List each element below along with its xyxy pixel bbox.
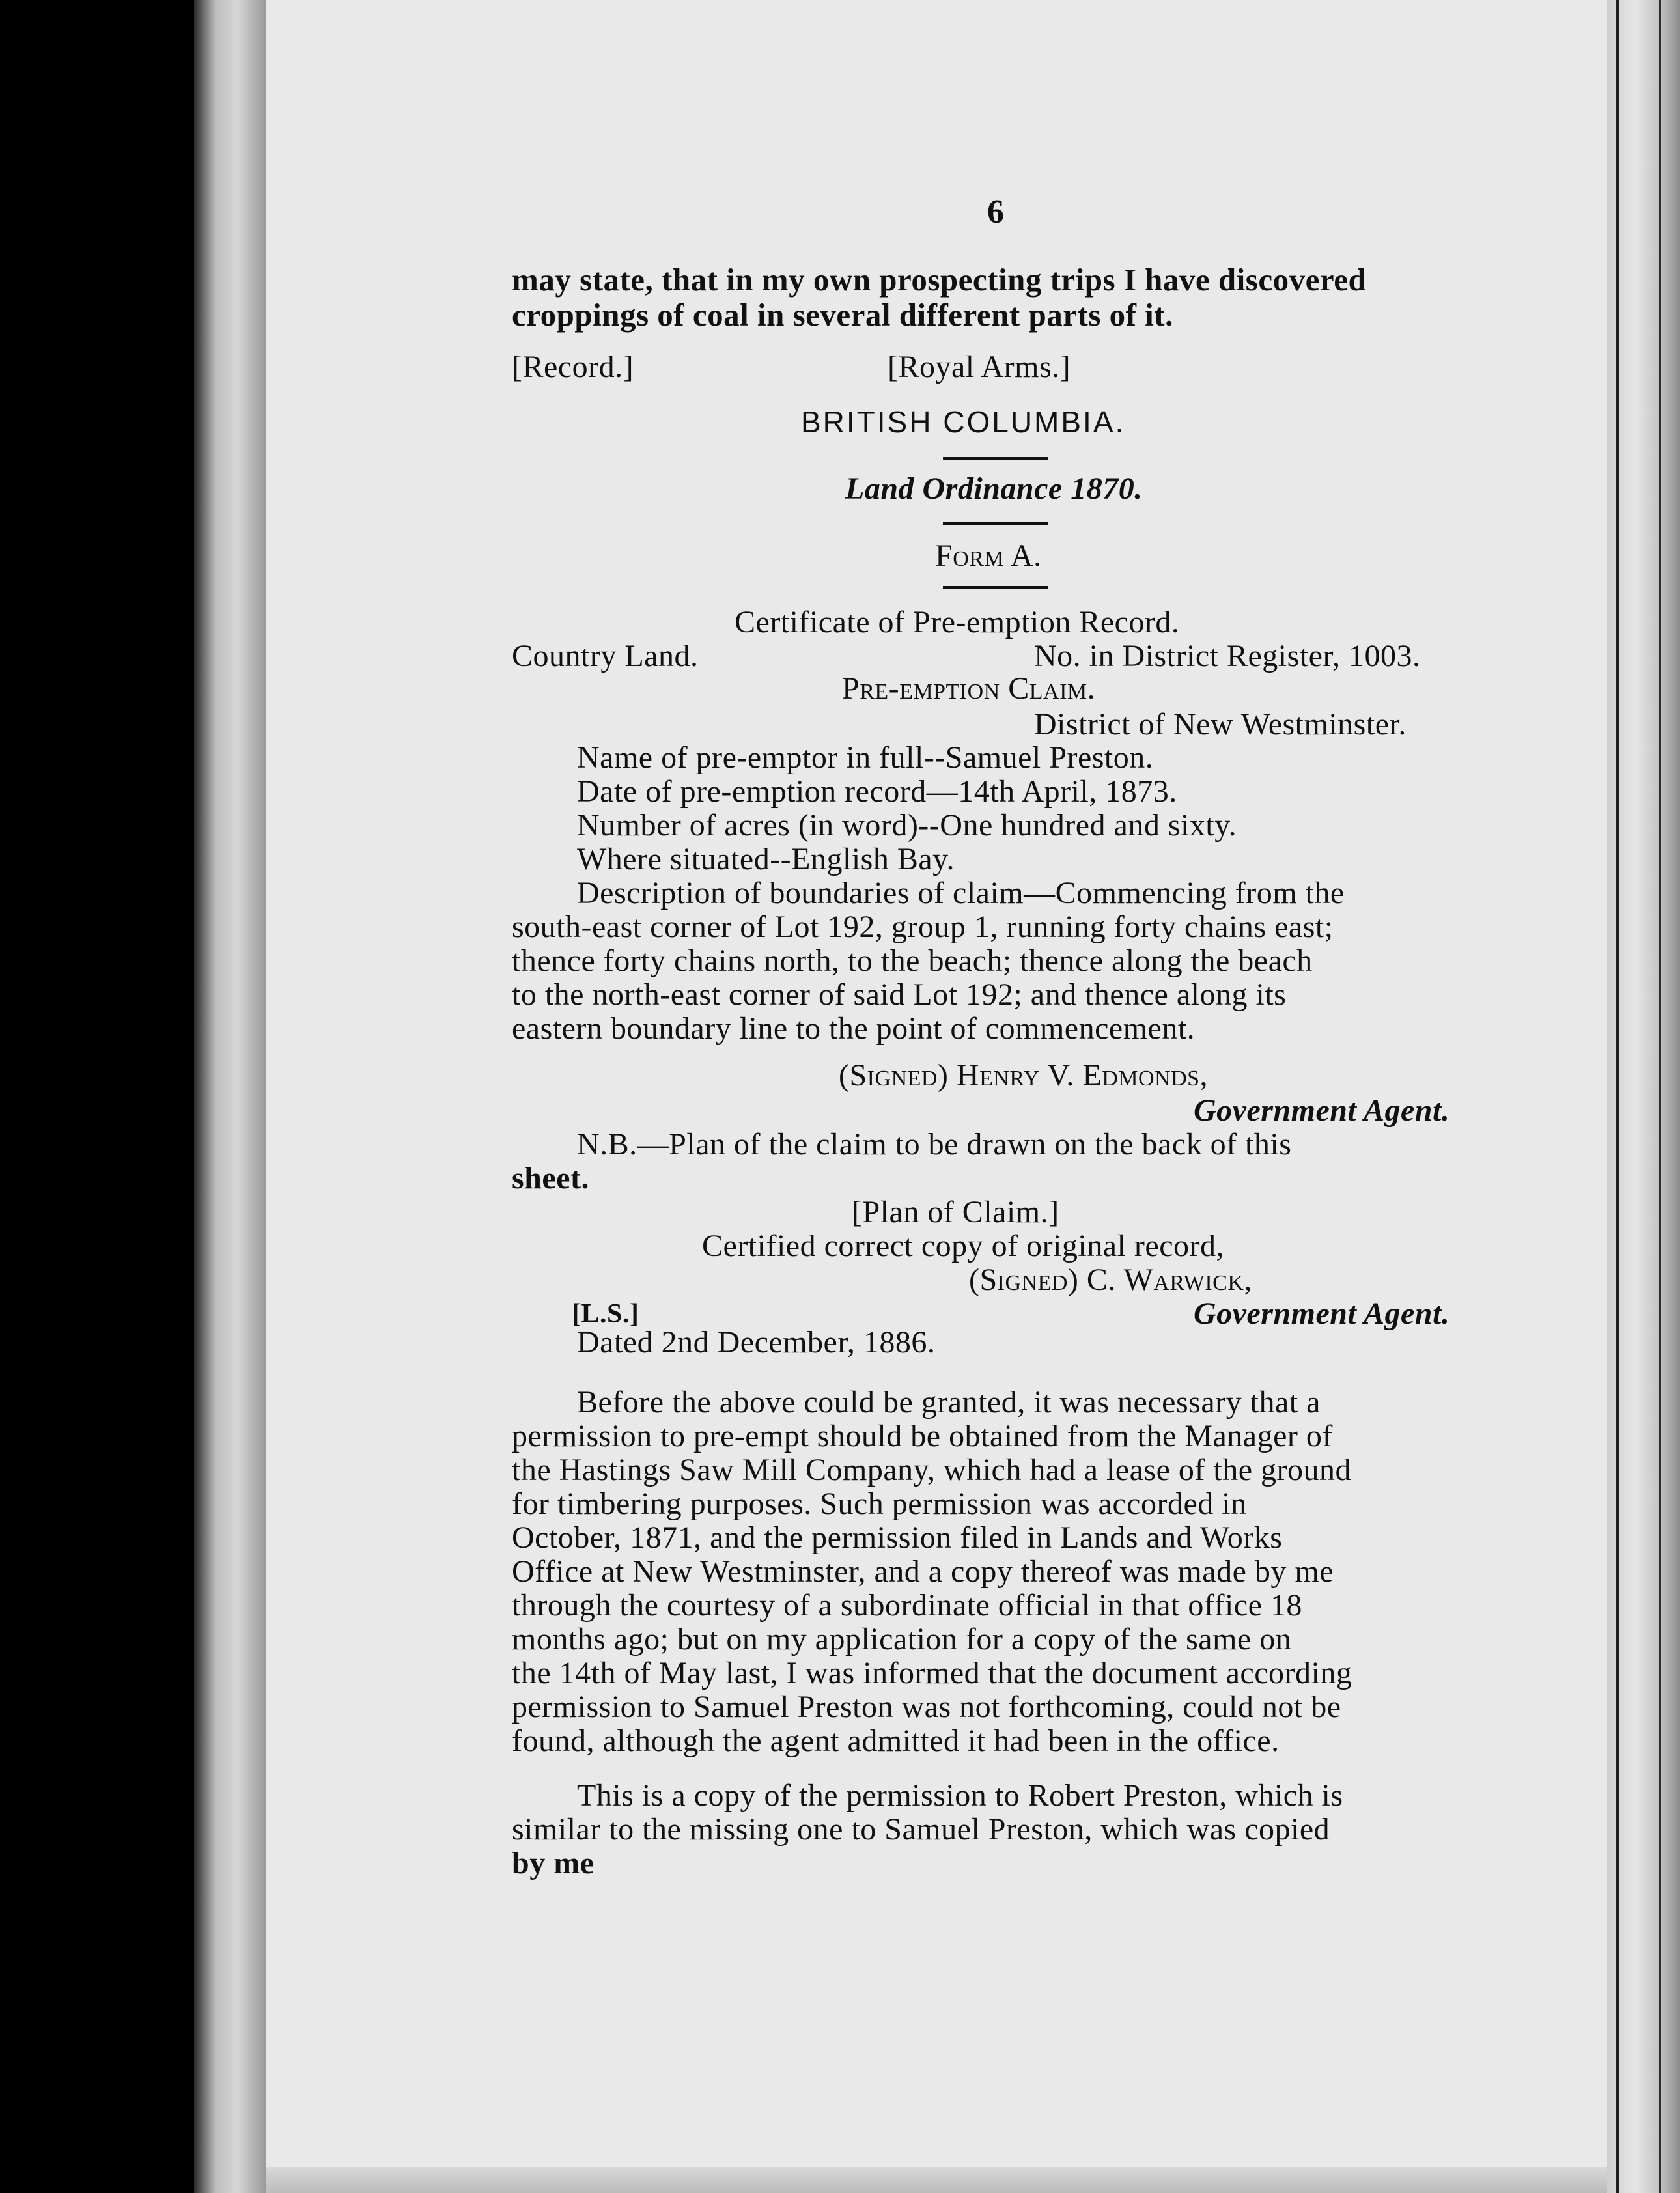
district-label: District of New Westminster. <box>1034 707 1407 742</box>
form-field: Name of pre-emptor in full--Samuel Preston. <box>577 740 1154 775</box>
district-register: No. in District Register, 1003. <box>1034 639 1421 673</box>
form-heading: Form A. <box>935 538 1042 573</box>
text-line: the Hastings Saw Mill Company, which had a lease of the ground <box>512 1453 1351 1487</box>
text-line: eastern boundary line to the point of commencement. <box>512 1011 1196 1046</box>
document-title: BRITISH COLUMBIA. <box>801 405 1126 439</box>
form-field: Number of acres (in word)--One hundred and sixty. <box>577 808 1237 843</box>
text-line: to the north-east corner of said Lot 192; and thence along its <box>512 977 1287 1012</box>
ordinance-heading: Land Ordinance 1870. <box>845 471 1143 506</box>
form-field: Date of pre-emption record—14th April, 1873. <box>577 774 1177 809</box>
document-page <box>266 0 1607 2193</box>
text-line: thence forty chains north, to the beach; thence along the beach <box>512 943 1313 978</box>
text-line: may state, that in my own prospecting trips I have discovered <box>512 262 1367 298</box>
agent-title: Government Agent. <box>1194 1296 1450 1331</box>
royal-arms-label: [Royal Arms.] <box>888 350 1071 384</box>
seal-label: [L.S.] <box>572 1299 639 1329</box>
text-line: through the courtesy of a subordinate official in that office 18 <box>512 1588 1302 1623</box>
date-line: Dated 2nd December, 1886. <box>577 1325 936 1360</box>
signature-line: (Signed) C. Warwick, <box>969 1263 1252 1297</box>
text-line: permission to Samuel Preston was not forthcoming, could not be <box>512 1690 1341 1724</box>
text-line: October, 1871, and the permission filed in Lands and Works <box>512 1520 1283 1555</box>
text-line: found, although the agent admitted it had been in the office. <box>512 1724 1280 1758</box>
text-line: N.B.—Plan of the claim to be drawn on the back of this <box>577 1127 1292 1162</box>
form-field: Where situated--English Bay. <box>577 842 955 876</box>
text-line: croppings of coal in several different parts of it. <box>512 297 1173 333</box>
scan-border-left <box>0 0 195 2193</box>
page-edge-line <box>1616 0 1619 2193</box>
text-line: Before the above could be granted, it was necessary that a <box>577 1385 1321 1419</box>
agent-title: Government Agent. <box>1194 1093 1450 1128</box>
certificate-heading: Certificate of Pre-emption Record. <box>735 605 1180 639</box>
book-spine <box>194 0 266 2193</box>
title-rule <box>943 457 1048 460</box>
claim-heading: Pre-emption Claim. <box>842 671 1096 706</box>
text-line: south-east corner of Lot 192, group 1, running forty chains east; <box>512 910 1334 944</box>
certified-line: Certified correct copy of original record, <box>702 1229 1224 1263</box>
text-line: months ago; but on my application for a copy of the same on <box>512 1622 1292 1656</box>
page-number: 6 <box>987 193 1005 230</box>
text-line: Office at New Westminster, and a copy thereof was made by me <box>512 1554 1334 1589</box>
text-line: Description of boundaries of claim—Commencing from the <box>577 876 1345 910</box>
page-edge-line <box>1659 0 1661 2193</box>
country-land-label: Country Land. <box>512 639 699 673</box>
plan-label: [Plan of Claim.] <box>852 1195 1059 1229</box>
text-line: the 14th of May last, I was informed that the document according <box>512 1656 1352 1690</box>
text-line: similar to the missing one to Samuel Preston, which was copied <box>512 1812 1330 1847</box>
text-line: This is a copy of the permission to Robert Preston, which is <box>577 1778 1343 1813</box>
text-line: by me <box>512 1846 595 1880</box>
text-line: sheet. <box>512 1161 589 1195</box>
signature-line: (Signed) Henry V. Edmonds, <box>839 1058 1209 1093</box>
ordinance-rule <box>943 522 1048 525</box>
text-line: for timbering purposes. Such permission was accorded in <box>512 1487 1247 1521</box>
form-rule <box>943 586 1048 589</box>
record-label: [Record.] <box>512 350 634 384</box>
text-line: permission to pre-empt should be obtained from the Manager of <box>512 1419 1333 1453</box>
